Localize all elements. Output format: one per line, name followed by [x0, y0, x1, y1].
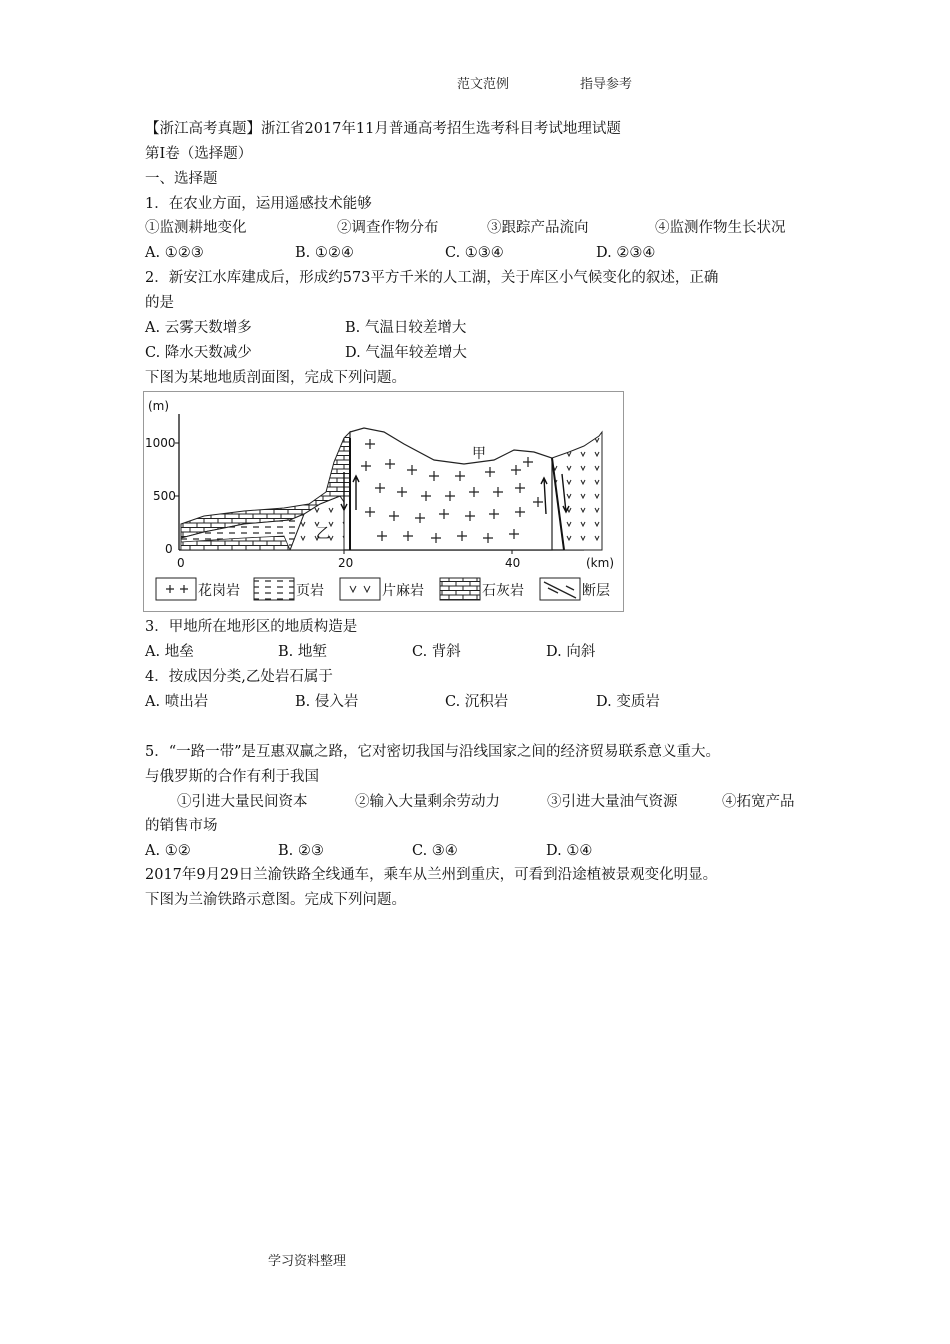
legend — [156, 578, 610, 600]
x-tick-0: 0 — [177, 556, 185, 570]
q3-option-c[interactable]: C. 背斜 — [412, 644, 461, 660]
q1-item-3: ③跟踪产品流向 — [487, 220, 589, 236]
figure-intro: 下图为某地地质剖面图，完成下列问题。 — [145, 370, 406, 386]
q4-option-c[interactable]: C. 沉积岩 — [445, 694, 509, 710]
q1-option-c[interactable]: C. ①③④ — [445, 245, 504, 261]
q4-option-a[interactable]: A. 喷出岩 — [145, 694, 209, 710]
tail-line1: 2017年9月29日兰渝铁路全线通车，乘车从兰州到重庆，可看到沿途植被景观变化明显。 — [145, 867, 718, 883]
q1-option-d[interactable]: D. ②③④ — [596, 245, 656, 261]
q5-item-1: ①引进大量民间资本 — [177, 794, 308, 810]
q5-item-2: ②输入大量剩余劳动力 — [355, 794, 500, 810]
q5-items-continued: 的销售市场 — [145, 818, 218, 834]
q2-option-c[interactable]: C. 降水天数减少 — [145, 345, 252, 361]
legend-gneiss: 片麻岩 — [382, 583, 424, 599]
legend-shale: 页岩 — [296, 583, 324, 599]
y-tick-0: 0 — [165, 542, 173, 556]
footer-text: 学习资料整理 — [268, 1254, 347, 1269]
q3-option-b[interactable]: B. 地堑 — [278, 644, 327, 660]
tail-line2: 下图为兰渝铁路示意图。完成下列问题。 — [145, 892, 406, 908]
q1-item-2: ②调查作物分布 — [337, 220, 439, 236]
q2-option-a[interactable]: A. 云雾天数增多 — [145, 320, 252, 336]
exam-title: 【浙江高考真题】浙江省2017年11月普通高考招生选考科目考试地理试题 — [145, 121, 621, 137]
q1-option-b[interactable]: B. ①②④ — [295, 245, 354, 261]
q1-item-1: ①监测耕地变化 — [145, 220, 247, 236]
x-tick-40: 40 — [505, 556, 521, 570]
x-tick-20: 20 — [338, 556, 354, 570]
label-jia: 甲 — [472, 446, 486, 462]
legend-granite: 花岗岩 — [198, 583, 240, 599]
q2-option-b[interactable]: B. 气温日较差增大 — [345, 320, 467, 336]
legend-fault: 断层 — [582, 583, 610, 599]
q3-option-a[interactable]: A. 地垒 — [145, 644, 194, 660]
q5-item-3: ③引进大量油气资源 — [547, 794, 678, 810]
q3-stem: 3．甲地所在地形区的地质构造是 — [145, 619, 358, 635]
gneiss-right-area — [552, 432, 602, 550]
geologic-profile-figure — [143, 391, 624, 612]
geologic-profile-svg — [144, 392, 623, 611]
legend-limestone: 石灰岩 — [482, 583, 524, 599]
y-tick-500: 500 — [153, 489, 176, 503]
q4-option-b[interactable]: B. 侵入岩 — [295, 694, 359, 710]
q4-stem: 4．按成因分类,乙处岩石属于 — [145, 669, 333, 685]
section-heading: 第Ⅰ卷（选择题） — [145, 146, 253, 162]
q2-stem-line2: 的是 — [145, 295, 174, 311]
q2-option-d[interactable]: D. 气温年较差增大 — [345, 345, 467, 361]
part-heading: 一、选择题 — [145, 171, 218, 187]
q4-option-d[interactable]: D. 变质岩 — [596, 694, 660, 710]
y-axis-unit: (m) — [148, 399, 170, 413]
q5-option-a[interactable]: A. ①② — [145, 843, 191, 859]
header-left: 范文范例 — [457, 77, 510, 92]
header-right: 指导参考 — [580, 77, 633, 92]
q1-stem: 1．在农业方面，运用遥感技术能够 — [145, 196, 372, 212]
y-tick-1000: 1000 — [145, 436, 176, 450]
label-yi: 乙 — [316, 526, 330, 542]
q5-stem-line1: 5．“一路一带”是互惠双赢之路，它对密切我国与沿线国家之间的经济贸易联系意义重大。 — [145, 744, 721, 760]
q5-option-c[interactable]: C. ③④ — [412, 843, 458, 859]
q3-option-d[interactable]: D. 向斜 — [546, 644, 596, 660]
q5-stem-line2: 与俄罗斯的合作有利于我国 — [145, 769, 319, 785]
q5-option-b[interactable]: B. ②③ — [278, 843, 324, 859]
q5-item-4: ④拓宽产品 — [722, 794, 795, 810]
q1-item-4: ④监测作物生长状况 — [655, 220, 786, 236]
q2-stem-line1: 2．新安江水库建成后，形成约573平方千米的人工湖，关于库区小气候变化的叙述，正确 — [145, 270, 719, 286]
x-axis-unit: (km) — [586, 556, 615, 570]
q1-option-a[interactable]: A. ①②③ — [145, 245, 204, 261]
q5-option-d[interactable]: D. ①④ — [546, 843, 593, 859]
